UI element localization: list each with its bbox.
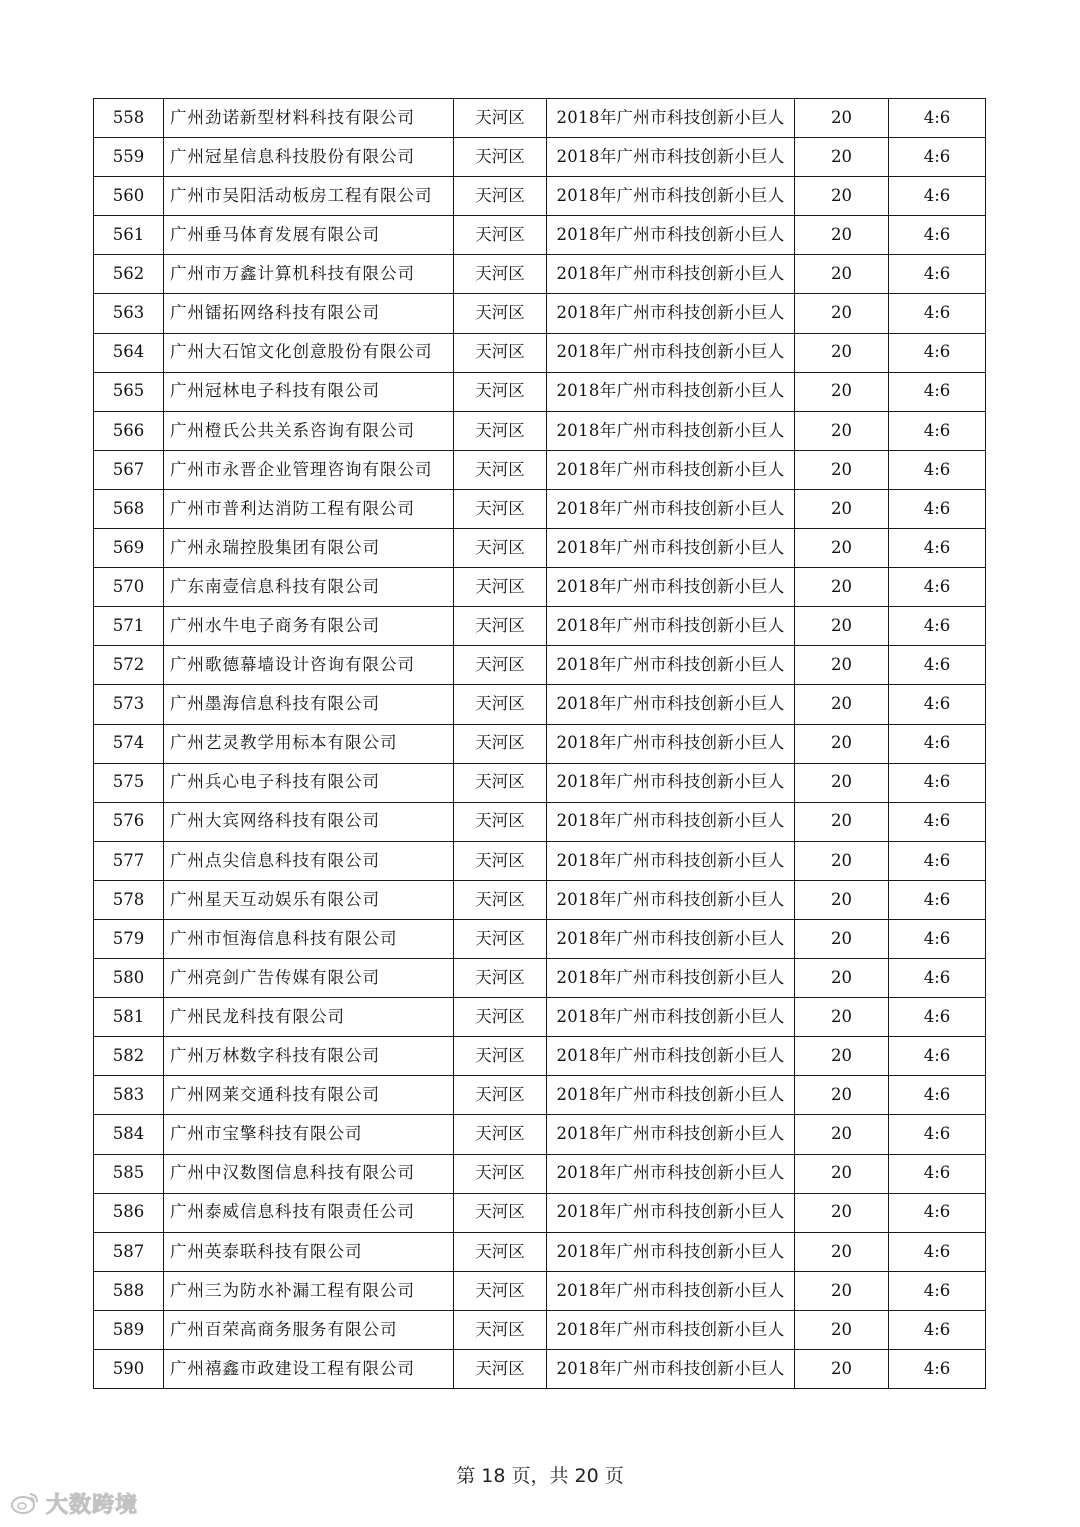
company-name-cell: 广州万林数字科技有限公司 bbox=[164, 1037, 454, 1076]
row-number-cell: 567 bbox=[94, 450, 164, 489]
row-number-cell: 580 bbox=[94, 959, 164, 998]
funding-amount-cell: 20 bbox=[795, 255, 889, 294]
district-cell: 天河区 bbox=[454, 333, 547, 372]
table-row bbox=[94, 568, 986, 607]
project-name-cell: 2018年广州市科技创新小巨人 bbox=[547, 568, 795, 607]
district-cell: 天河区 bbox=[454, 489, 547, 528]
project-name-cell: 2018年广州市科技创新小巨人 bbox=[547, 841, 795, 880]
funding-amount-cell: 20 bbox=[795, 333, 889, 372]
district-cell: 天河区 bbox=[454, 411, 547, 450]
row-number-cell: 579 bbox=[94, 919, 164, 958]
funding-ratio-cell: 4:6 bbox=[889, 489, 986, 528]
company-name-cell: 广州劲诺新型材料科技有限公司 bbox=[164, 99, 454, 138]
funding-amount-cell: 20 bbox=[795, 724, 889, 763]
funding-amount-cell: 20 bbox=[795, 1154, 889, 1193]
row-number-cell: 568 bbox=[94, 489, 164, 528]
funding-ratio-cell: 4:6 bbox=[889, 1037, 986, 1076]
district-cell: 天河区 bbox=[454, 372, 547, 411]
project-name-cell: 2018年广州市科技创新小巨人 bbox=[547, 1232, 795, 1271]
funding-amount-cell: 20 bbox=[795, 802, 889, 841]
funding-amount-cell: 20 bbox=[795, 1232, 889, 1271]
funding-ratio-cell: 4:6 bbox=[889, 411, 986, 450]
project-name-cell: 2018年广州市科技创新小巨人 bbox=[547, 1350, 795, 1389]
project-name-cell: 2018年广州市科技创新小巨人 bbox=[547, 607, 795, 646]
funding-amount-cell: 20 bbox=[795, 646, 889, 685]
weibo-logo-icon bbox=[10, 1490, 40, 1516]
funding-amount-cell: 20 bbox=[795, 99, 889, 138]
company-name-cell: 广州百荣高商务服务有限公司 bbox=[164, 1310, 454, 1349]
row-number-cell: 560 bbox=[94, 177, 164, 216]
row-number-cell: 587 bbox=[94, 1232, 164, 1271]
project-name-cell: 2018年广州市科技创新小巨人 bbox=[547, 724, 795, 763]
company-name-cell: 广州泰威信息科技有限责任公司 bbox=[164, 1193, 454, 1232]
company-name-cell: 广州市永晋企业管理咨询有限公司 bbox=[164, 450, 454, 489]
funding-ratio-cell: 4:6 bbox=[889, 1232, 986, 1271]
funding-amount-cell: 20 bbox=[795, 568, 889, 607]
company-name-cell: 广州兵心电子科技有限公司 bbox=[164, 763, 454, 802]
company-name-cell: 广州市宝擎科技有限公司 bbox=[164, 1115, 454, 1154]
project-name-cell: 2018年广州市科技创新小巨人 bbox=[547, 138, 795, 177]
funding-ratio-cell: 4:6 bbox=[889, 1115, 986, 1154]
company-name-cell: 广州亮剑广告传媒有限公司 bbox=[164, 959, 454, 998]
company-list-table bbox=[93, 98, 986, 1389]
district-cell: 天河区 bbox=[454, 646, 547, 685]
district-cell: 天河区 bbox=[454, 724, 547, 763]
district-cell: 天河区 bbox=[454, 880, 547, 919]
district-cell: 天河区 bbox=[454, 216, 547, 255]
row-number-cell: 577 bbox=[94, 841, 164, 880]
table-row bbox=[94, 99, 986, 138]
company-name-cell: 广州水牛电子商务有限公司 bbox=[164, 607, 454, 646]
table-row bbox=[94, 1232, 986, 1271]
company-name-cell: 广州冠星信息科技股份有限公司 bbox=[164, 138, 454, 177]
table-row bbox=[94, 450, 986, 489]
row-number-cell: 574 bbox=[94, 724, 164, 763]
table-row bbox=[94, 607, 986, 646]
district-cell: 天河区 bbox=[454, 1154, 547, 1193]
funding-amount-cell: 20 bbox=[795, 607, 889, 646]
funding-amount-cell: 20 bbox=[795, 1310, 889, 1349]
funding-amount-cell: 20 bbox=[795, 372, 889, 411]
company-name-cell: 广州市普利达消防工程有限公司 bbox=[164, 489, 454, 528]
project-name-cell: 2018年广州市科技创新小巨人 bbox=[547, 1115, 795, 1154]
table-row bbox=[94, 841, 986, 880]
district-cell: 天河区 bbox=[454, 802, 547, 841]
row-number-cell: 562 bbox=[94, 255, 164, 294]
company-name-cell: 广州歌德幕墙设计咨询有限公司 bbox=[164, 646, 454, 685]
table-row bbox=[94, 1076, 986, 1115]
table-row bbox=[94, 489, 986, 528]
row-number-cell: 583 bbox=[94, 1076, 164, 1115]
company-name-cell: 广州中汉数图信息科技有限公司 bbox=[164, 1154, 454, 1193]
project-name-cell: 2018年广州市科技创新小巨人 bbox=[547, 99, 795, 138]
project-name-cell: 2018年广州市科技创新小巨人 bbox=[547, 802, 795, 841]
table-row bbox=[94, 1271, 986, 1310]
funding-ratio-cell: 4:6 bbox=[889, 607, 986, 646]
district-cell: 天河区 bbox=[454, 919, 547, 958]
district-cell: 天河区 bbox=[454, 138, 547, 177]
project-name-cell: 2018年广州市科技创新小巨人 bbox=[547, 880, 795, 919]
funding-ratio-cell: 4:6 bbox=[889, 959, 986, 998]
row-number-cell: 586 bbox=[94, 1193, 164, 1232]
row-number-cell: 572 bbox=[94, 646, 164, 685]
district-cell: 天河区 bbox=[454, 763, 547, 802]
table-row bbox=[94, 724, 986, 763]
district-cell: 天河区 bbox=[454, 959, 547, 998]
funding-ratio-cell: 4:6 bbox=[889, 450, 986, 489]
district-cell: 天河区 bbox=[454, 99, 547, 138]
table-row bbox=[94, 959, 986, 998]
company-name-cell: 广州大石馆文化创意股份有限公司 bbox=[164, 333, 454, 372]
row-number-cell: 571 bbox=[94, 607, 164, 646]
funding-ratio-cell: 4:6 bbox=[889, 1310, 986, 1349]
company-name-cell: 广州星天互动娱乐有限公司 bbox=[164, 880, 454, 919]
project-name-cell: 2018年广州市科技创新小巨人 bbox=[547, 919, 795, 958]
funding-ratio-cell: 4:6 bbox=[889, 646, 986, 685]
table-row bbox=[94, 333, 986, 372]
table-row bbox=[94, 1350, 986, 1389]
project-name-cell: 2018年广州市科技创新小巨人 bbox=[547, 1154, 795, 1193]
row-number-cell: 582 bbox=[94, 1037, 164, 1076]
company-name-cell: 广州墨海信息科技有限公司 bbox=[164, 685, 454, 724]
company-name-cell: 广州网莱交通科技有限公司 bbox=[164, 1076, 454, 1115]
row-number-cell: 585 bbox=[94, 1154, 164, 1193]
funding-ratio-cell: 4:6 bbox=[889, 177, 986, 216]
funding-ratio-cell: 4:6 bbox=[889, 255, 986, 294]
company-name-cell: 广州垂马体育发展有限公司 bbox=[164, 216, 454, 255]
page-footer bbox=[0, 1461, 1080, 1488]
funding-ratio-cell: 4:6 bbox=[889, 138, 986, 177]
project-name-cell: 2018年广州市科技创新小巨人 bbox=[547, 294, 795, 333]
row-number-cell: 590 bbox=[94, 1350, 164, 1389]
funding-ratio-cell: 4:6 bbox=[889, 724, 986, 763]
table-row bbox=[94, 763, 986, 802]
row-number-cell: 576 bbox=[94, 802, 164, 841]
funding-ratio-cell: 4:6 bbox=[889, 372, 986, 411]
funding-amount-cell: 20 bbox=[795, 450, 889, 489]
table-row bbox=[94, 646, 986, 685]
row-number-cell: 559 bbox=[94, 138, 164, 177]
district-cell: 天河区 bbox=[454, 294, 547, 333]
funding-amount-cell: 20 bbox=[795, 1115, 889, 1154]
funding-ratio-cell: 4:6 bbox=[889, 99, 986, 138]
row-number-cell: 578 bbox=[94, 880, 164, 919]
project-name-cell: 2018年广州市科技创新小巨人 bbox=[547, 1037, 795, 1076]
row-number-cell: 589 bbox=[94, 1310, 164, 1349]
table-row bbox=[94, 372, 986, 411]
district-cell: 天河区 bbox=[454, 1037, 547, 1076]
funding-ratio-cell: 4:6 bbox=[889, 763, 986, 802]
row-number-cell: 561 bbox=[94, 216, 164, 255]
table-row bbox=[94, 294, 986, 333]
project-name-cell: 2018年广州市科技创新小巨人 bbox=[547, 216, 795, 255]
district-cell: 天河区 bbox=[454, 1115, 547, 1154]
district-cell: 天河区 bbox=[454, 998, 547, 1037]
project-name-cell: 2018年广州市科技创新小巨人 bbox=[547, 763, 795, 802]
company-name-cell: 广州艺灵教学用标本有限公司 bbox=[164, 724, 454, 763]
funding-ratio-cell: 4:6 bbox=[889, 802, 986, 841]
project-name-cell: 2018年广州市科技创新小巨人 bbox=[547, 998, 795, 1037]
table-row bbox=[94, 1037, 986, 1076]
table-row bbox=[94, 138, 986, 177]
project-name-cell: 2018年广州市科技创新小巨人 bbox=[547, 1076, 795, 1115]
funding-amount-cell: 20 bbox=[795, 1193, 889, 1232]
district-cell: 天河区 bbox=[454, 568, 547, 607]
funding-ratio-cell: 4:6 bbox=[889, 1271, 986, 1310]
row-number-cell: 581 bbox=[94, 998, 164, 1037]
district-cell: 天河区 bbox=[454, 1271, 547, 1310]
row-number-cell: 563 bbox=[94, 294, 164, 333]
district-cell: 天河区 bbox=[454, 255, 547, 294]
funding-ratio-cell: 4:6 bbox=[889, 1193, 986, 1232]
funding-ratio-cell: 4:6 bbox=[889, 1154, 986, 1193]
table-row bbox=[94, 529, 986, 568]
project-name-cell: 2018年广州市科技创新小巨人 bbox=[547, 685, 795, 724]
project-name-cell: 2018年广州市科技创新小巨人 bbox=[547, 489, 795, 528]
funding-ratio-cell: 4:6 bbox=[889, 294, 986, 333]
table-row bbox=[94, 216, 986, 255]
project-name-cell: 2018年广州市科技创新小巨人 bbox=[547, 1193, 795, 1232]
table-row bbox=[94, 685, 986, 724]
funding-amount-cell: 20 bbox=[795, 489, 889, 528]
funding-ratio-cell: 4:6 bbox=[889, 1076, 986, 1115]
table-row bbox=[94, 880, 986, 919]
table-row bbox=[94, 177, 986, 216]
funding-amount-cell: 20 bbox=[795, 1076, 889, 1115]
funding-ratio-cell: 4:6 bbox=[889, 685, 986, 724]
company-name-cell: 广州市吴阳活动板房工程有限公司 bbox=[164, 177, 454, 216]
row-number-cell: 570 bbox=[94, 568, 164, 607]
row-number-cell: 584 bbox=[94, 1115, 164, 1154]
watermark-text: 大数跨境 bbox=[46, 1492, 139, 1518]
company-name-cell: 广州三为防水补漏工程有限公司 bbox=[164, 1271, 454, 1310]
project-name-cell: 2018年广州市科技创新小巨人 bbox=[547, 177, 795, 216]
funding-amount-cell: 20 bbox=[795, 138, 889, 177]
row-number-cell: 566 bbox=[94, 411, 164, 450]
company-name-cell: 广东南壹信息科技有限公司 bbox=[164, 568, 454, 607]
district-cell: 天河区 bbox=[454, 1350, 547, 1389]
funding-ratio-cell: 4:6 bbox=[889, 529, 986, 568]
district-cell: 天河区 bbox=[454, 1232, 547, 1271]
page-number-label: 第 18 页，共 20 页 bbox=[456, 1465, 624, 1487]
project-name-cell: 2018年广州市科技创新小巨人 bbox=[547, 1271, 795, 1310]
table-row bbox=[94, 998, 986, 1037]
project-name-cell: 2018年广州市科技创新小巨人 bbox=[547, 411, 795, 450]
funding-amount-cell: 20 bbox=[795, 763, 889, 802]
district-cell: 天河区 bbox=[454, 685, 547, 724]
funding-amount-cell: 20 bbox=[795, 685, 889, 724]
company-name-cell: 广州禧鑫市政建设工程有限公司 bbox=[164, 1350, 454, 1389]
funding-amount-cell: 20 bbox=[795, 841, 889, 880]
company-name-cell: 广州大宾网络科技有限公司 bbox=[164, 802, 454, 841]
project-name-cell: 2018年广州市科技创新小巨人 bbox=[547, 372, 795, 411]
company-name-cell: 广州市万鑫计算机科技有限公司 bbox=[164, 255, 454, 294]
table-row bbox=[94, 1154, 986, 1193]
project-name-cell: 2018年广州市科技创新小巨人 bbox=[547, 646, 795, 685]
funding-amount-cell: 20 bbox=[795, 919, 889, 958]
row-number-cell: 565 bbox=[94, 372, 164, 411]
project-name-cell: 2018年广州市科技创新小巨人 bbox=[547, 1310, 795, 1349]
funding-amount-cell: 20 bbox=[795, 529, 889, 568]
project-name-cell: 2018年广州市科技创新小巨人 bbox=[547, 333, 795, 372]
row-number-cell: 569 bbox=[94, 529, 164, 568]
funding-ratio-cell: 4:6 bbox=[889, 333, 986, 372]
funding-amount-cell: 20 bbox=[795, 959, 889, 998]
row-number-cell: 573 bbox=[94, 685, 164, 724]
district-cell: 天河区 bbox=[454, 841, 547, 880]
table-body bbox=[94, 99, 986, 1389]
funding-ratio-cell: 4:6 bbox=[889, 1350, 986, 1389]
row-number-cell: 575 bbox=[94, 763, 164, 802]
funding-amount-cell: 20 bbox=[795, 411, 889, 450]
table-row bbox=[94, 1115, 986, 1154]
table-row bbox=[94, 1310, 986, 1349]
company-name-cell: 广州永瑞控股集团有限公司 bbox=[164, 529, 454, 568]
funding-ratio-cell: 4:6 bbox=[889, 216, 986, 255]
funding-amount-cell: 20 bbox=[795, 177, 889, 216]
company-name-cell: 广州冠林电子科技有限公司 bbox=[164, 372, 454, 411]
table-row bbox=[94, 919, 986, 958]
table-row bbox=[94, 1193, 986, 1232]
funding-ratio-cell: 4:6 bbox=[889, 841, 986, 880]
company-name-cell: 广州民龙科技有限公司 bbox=[164, 998, 454, 1037]
project-name-cell: 2018年广州市科技创新小巨人 bbox=[547, 529, 795, 568]
company-name-cell: 广州英泰联科技有限公司 bbox=[164, 1232, 454, 1271]
funding-ratio-cell: 4:6 bbox=[889, 998, 986, 1037]
funding-amount-cell: 20 bbox=[795, 998, 889, 1037]
funding-amount-cell: 20 bbox=[795, 216, 889, 255]
funding-ratio-cell: 4:6 bbox=[889, 919, 986, 958]
funding-amount-cell: 20 bbox=[795, 294, 889, 333]
funding-ratio-cell: 4:6 bbox=[889, 568, 986, 607]
table-row bbox=[94, 411, 986, 450]
district-cell: 天河区 bbox=[454, 177, 547, 216]
row-number-cell: 558 bbox=[94, 99, 164, 138]
district-cell: 天河区 bbox=[454, 529, 547, 568]
company-name-cell: 广州市恒海信息科技有限公司 bbox=[164, 919, 454, 958]
district-cell: 天河区 bbox=[454, 1193, 547, 1232]
project-name-cell: 2018年广州市科技创新小巨人 bbox=[547, 255, 795, 294]
row-number-cell: 588 bbox=[94, 1271, 164, 1310]
company-name-cell: 广州镭拓网络科技有限公司 bbox=[164, 294, 454, 333]
table-row bbox=[94, 802, 986, 841]
funding-amount-cell: 20 bbox=[795, 1271, 889, 1310]
funding-amount-cell: 20 bbox=[795, 1350, 889, 1389]
row-number-cell: 564 bbox=[94, 333, 164, 372]
funding-amount-cell: 20 bbox=[795, 880, 889, 919]
table-row bbox=[94, 255, 986, 294]
funding-ratio-cell: 4:6 bbox=[889, 880, 986, 919]
company-name-cell: 广州橙氏公共关系咨询有限公司 bbox=[164, 411, 454, 450]
district-cell: 天河区 bbox=[454, 607, 547, 646]
company-name-cell: 广州点尖信息科技有限公司 bbox=[164, 841, 454, 880]
watermark bbox=[10, 1488, 138, 1518]
project-name-cell: 2018年广州市科技创新小巨人 bbox=[547, 959, 795, 998]
funding-amount-cell: 20 bbox=[795, 1037, 889, 1076]
district-cell: 天河区 bbox=[454, 1310, 547, 1349]
district-cell: 天河区 bbox=[454, 450, 547, 489]
district-cell: 天河区 bbox=[454, 1076, 547, 1115]
project-name-cell: 2018年广州市科技创新小巨人 bbox=[547, 450, 795, 489]
